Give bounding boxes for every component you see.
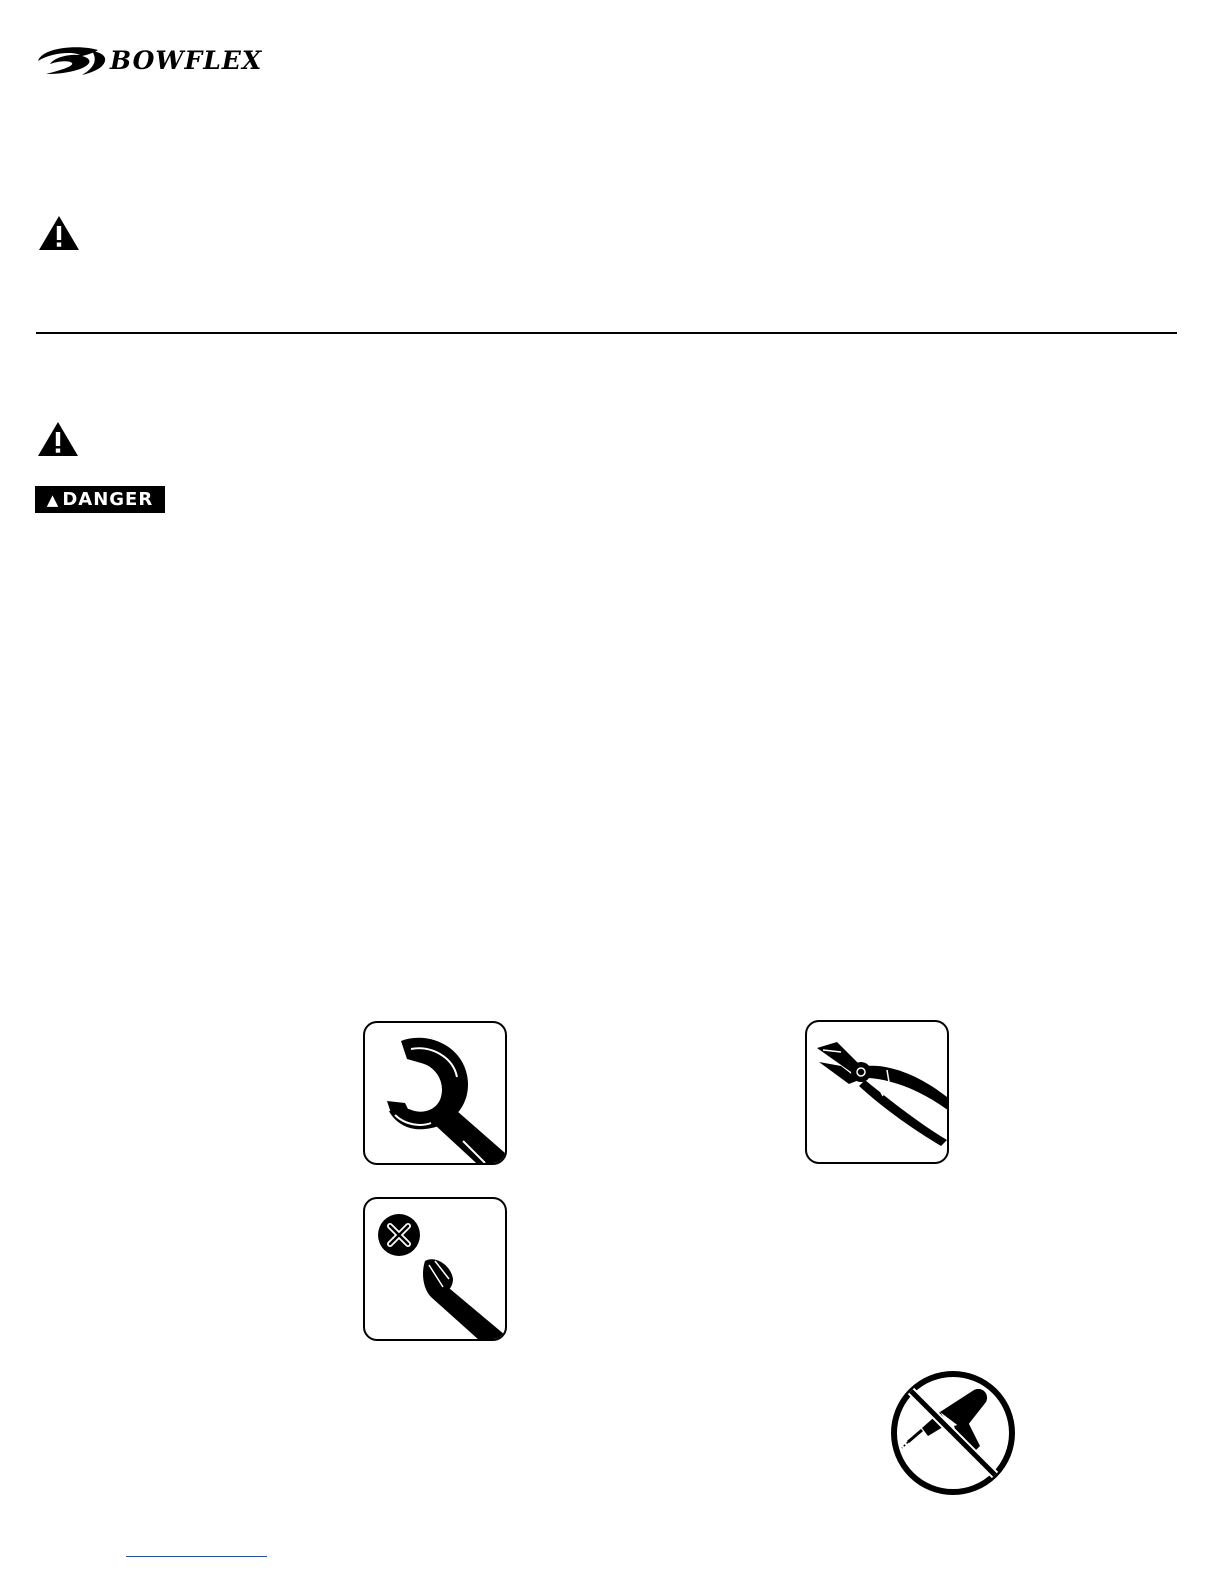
bowflex-swoosh-icon — [36, 44, 116, 78]
footer-link[interactable] — [126, 1556, 267, 1557]
section-divider — [36, 332, 1177, 334]
no-power-drill-icon — [888, 1368, 1018, 1498]
pliers-icon — [807, 1022, 947, 1162]
brand-wordmark: BOWFLEX — [110, 46, 263, 75]
wrench-icon — [365, 1023, 505, 1163]
phillips-screwdriver-icon — [365, 1199, 505, 1339]
wrench-tool-tile — [363, 1021, 507, 1165]
danger-badge — [35, 486, 165, 513]
warning-triangle-icon — [36, 420, 80, 458]
warning-triangle-icon — [37, 214, 81, 252]
danger-label: DANGER — [62, 489, 154, 510]
danger-triangle-icon: ▲ — [46, 490, 60, 509]
pliers-tool-tile — [805, 1020, 949, 1164]
bowflex-logo — [36, 44, 298, 78]
screwdriver-tool-tile — [363, 1197, 507, 1341]
